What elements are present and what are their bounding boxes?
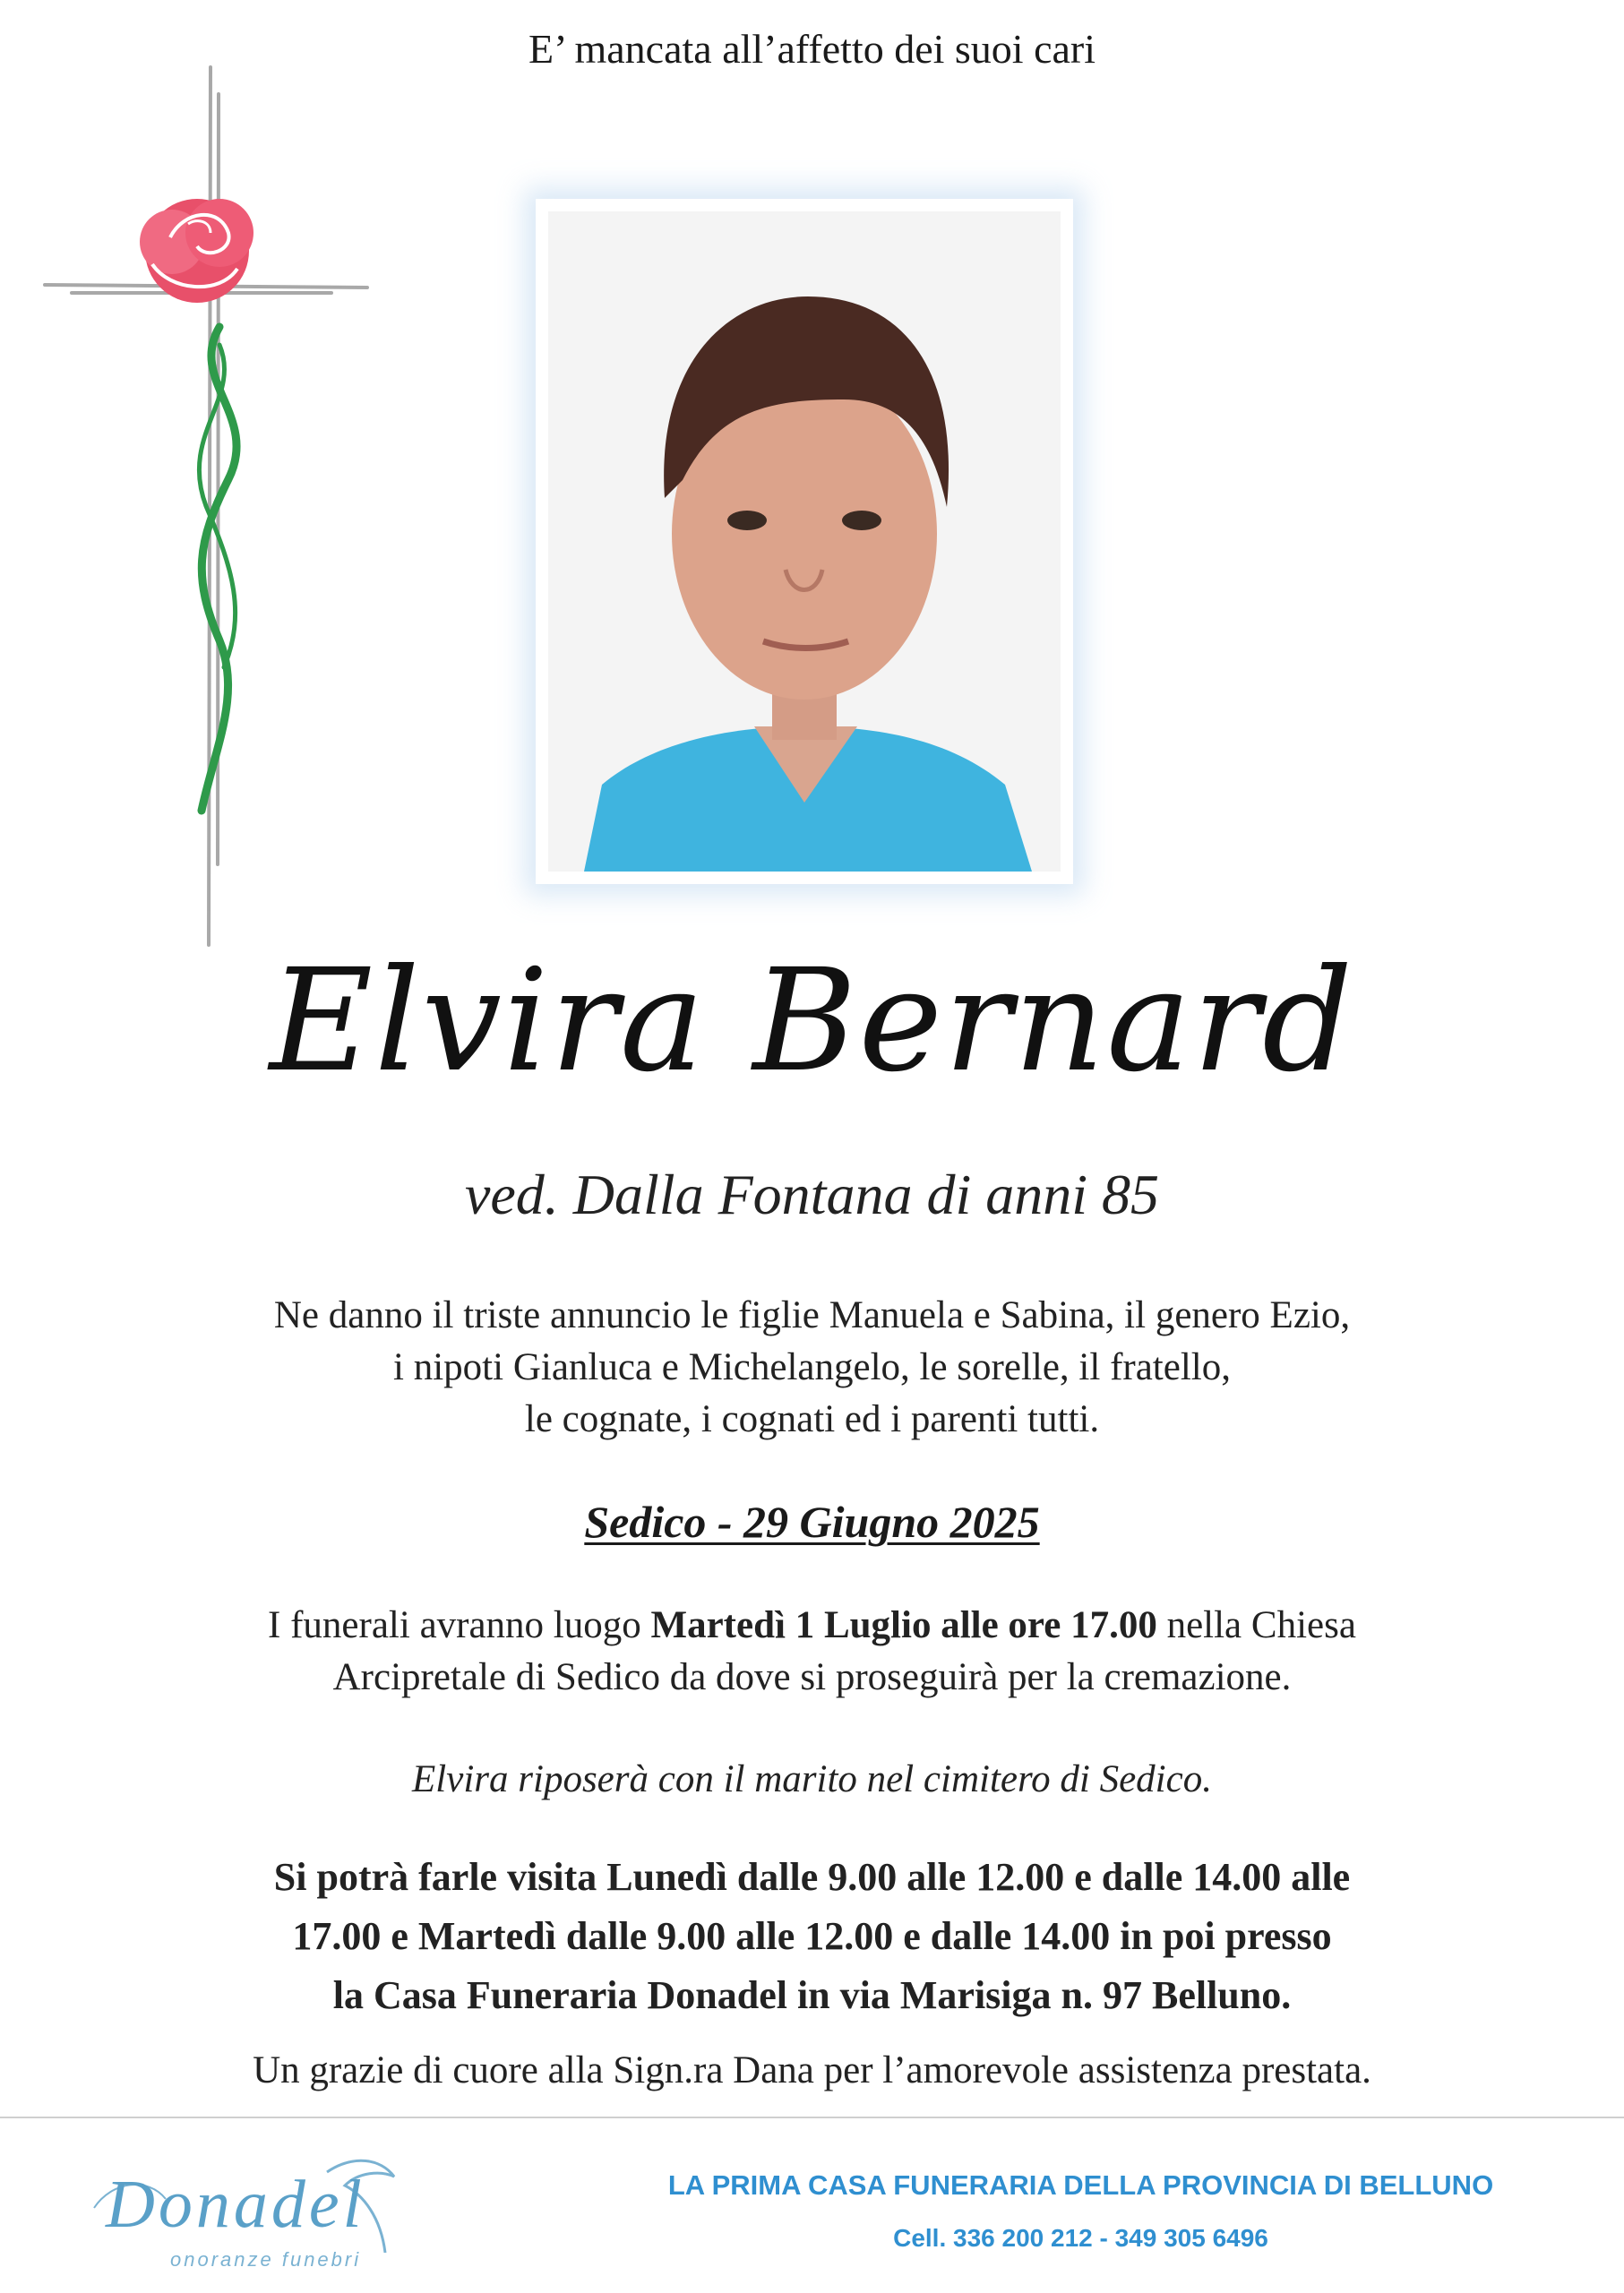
- rest-note: Elvira riposerà con il marito nel cimitero di Sedico.: [412, 1758, 1212, 1800]
- rose-cross-icon: [36, 58, 394, 954]
- visit-line: Si potrà farle visita Lunedì dalle 9.00 alle 12.00 e dalle 14.00 alle: [273, 1855, 1351, 1899]
- portrait-frame: [536, 199, 1073, 884]
- announcement: [0, 1290, 1624, 1446]
- intro-line: E’ mancata all’affetto dei suoi cari: [528, 26, 1096, 72]
- announcement-line: Ne danno il triste annuncio le figlie Manuela e Sabina, il genero Ezio,: [273, 1294, 1351, 1336]
- deceased-subtitle: ved. Dalla Fontana di anni 85: [464, 1163, 1160, 1226]
- footer-phone: Cell. 336 200 212 - 349 305 6496: [893, 2224, 1268, 2252]
- announcement-line: i nipoti Gianluca e Michelangelo, le sorelle, il fratello,: [393, 1346, 1231, 1388]
- logo-subtitle: onoranze funebri: [170, 2248, 362, 2271]
- portrait-photo: [548, 211, 1061, 872]
- visit-line: la Casa Funeraria Donadel in via Marisiga n. 97 Belluno.: [332, 1973, 1292, 2017]
- announcement-line: le cognate, i cognati ed i parenti tutti.: [524, 1398, 1100, 1440]
- thanks-line: Un grazie di cuore alla Sign.ra Dana per l’amorevole assistenza prestata.: [253, 2049, 1371, 2091]
- footer-divider: [0, 2117, 1624, 2118]
- visit-info: [0, 1848, 1624, 2025]
- logo-wordmark: Donadel: [106, 2167, 365, 2242]
- visit-line: 17.00 e Martedì dalle 9.00 alle 12.00 e dalle 14.00 in poi presso: [292, 1914, 1332, 1958]
- funeral-suffix: nella Chiesa: [1156, 1604, 1356, 1646]
- funeral-info: [0, 1600, 1624, 1704]
- place-date-text: Sedico - 29 Giugno 2025: [584, 1497, 1040, 1547]
- deceased-name: Elvira Bernard: [269, 939, 1355, 1104]
- footer-tagline: LA PRIMA CASA FUNERARIA DELLA PROVINCIA DI BELLUNO: [667, 2169, 1494, 2201]
- funeral-line-1: [0, 1600, 1624, 1652]
- funeral-datetime: Martedì 1 Luglio alle ore 17.00: [650, 1604, 1157, 1646]
- funeral-prefix: I funerali avranno luogo: [268, 1604, 651, 1646]
- place-date: [0, 1496, 1624, 1548]
- funeral-line-2: Arcipretale di Sedico da dove si proseguirà per la cremazione.: [332, 1656, 1292, 1698]
